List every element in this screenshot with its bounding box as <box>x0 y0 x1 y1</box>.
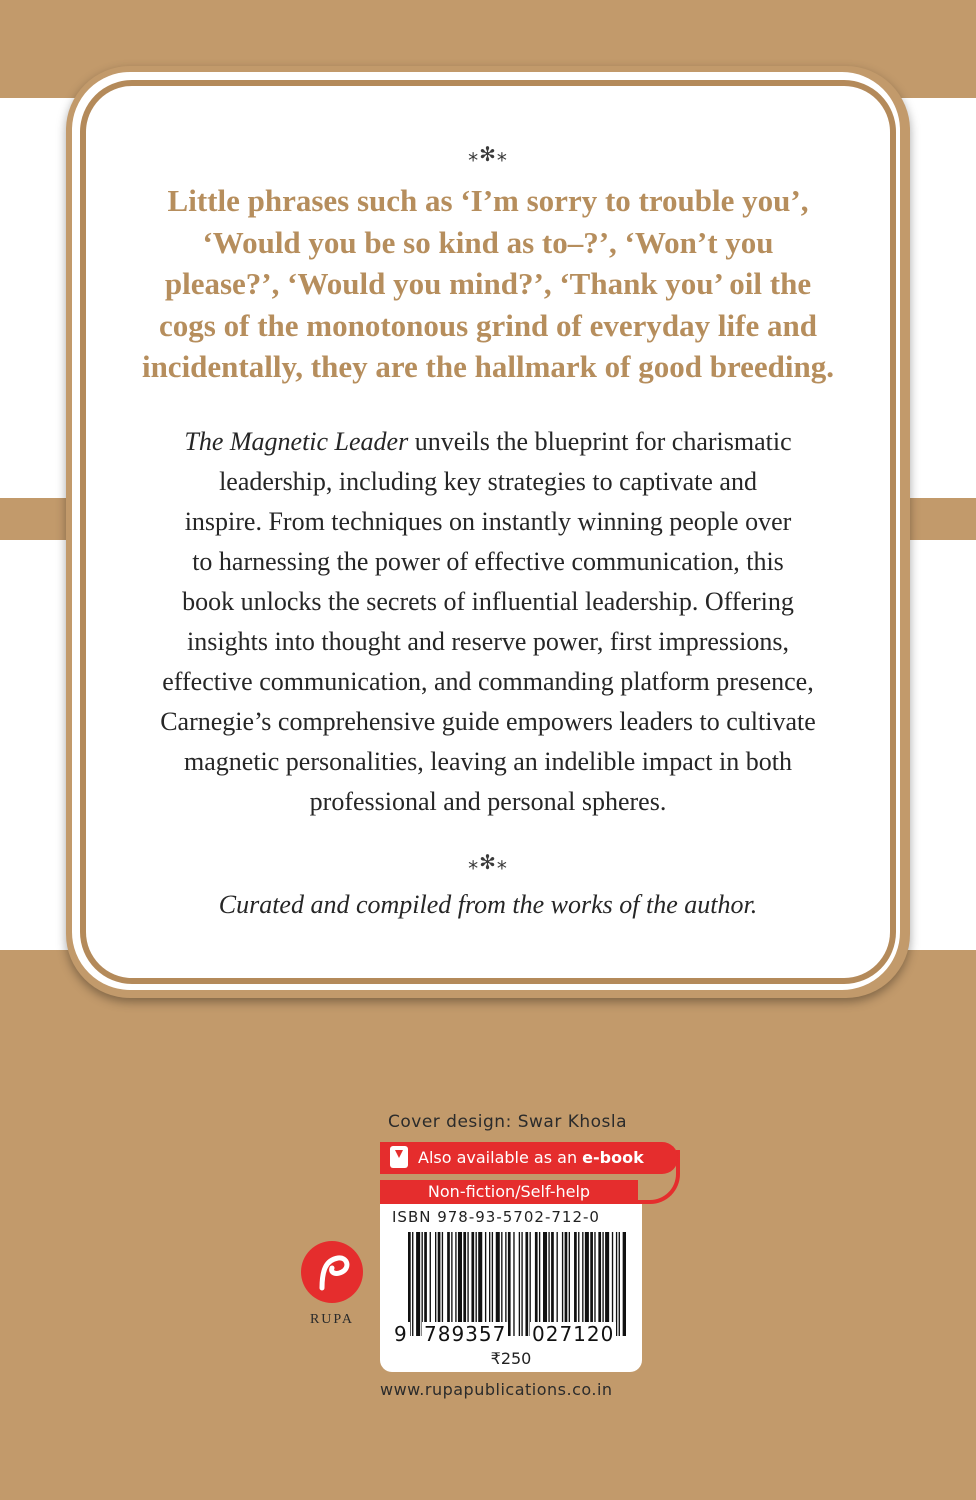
barcode-bar <box>590 1232 593 1336</box>
blurb-line: leadership, including key strategies to captivate and <box>219 467 757 496</box>
barcode-bar <box>416 1232 420 1336</box>
barcode-bar <box>616 1232 617 1336</box>
barcode-bar <box>467 1232 468 1336</box>
blurb-line: effective communication, and commanding platform presence, <box>162 667 814 696</box>
blurb-line: to harnessing the power of effective communication, this <box>192 547 784 576</box>
blurb-line-rest: unveils the blueprint for charismatic <box>408 427 792 456</box>
barcode-bar <box>551 1232 554 1336</box>
barcode-bar <box>569 1232 570 1336</box>
barcode-bar <box>548 1232 549 1336</box>
barcode-bar <box>508 1232 511 1336</box>
quote-line: Little phrases such as ‘I’m sorry to trouble you’, <box>167 183 809 218</box>
barcode-group-1: 789357 <box>424 1322 507 1346</box>
barcode-bar <box>565 1232 568 1336</box>
barcode-bar <box>539 1232 540 1336</box>
barcode-bars <box>408 1232 626 1336</box>
barcode-bar <box>408 1232 411 1336</box>
barcode-bar <box>513 1232 514 1336</box>
barcode-bar <box>535 1232 538 1336</box>
barcode-bar <box>521 1232 522 1336</box>
ebook-badge <box>380 1142 678 1174</box>
barcode-bar <box>463 1232 466 1336</box>
genre-badge: Non-fiction/Self-help <box>380 1180 638 1204</box>
ebook-prefix: Also available as an <box>418 1148 583 1167</box>
barcode-bar <box>578 1232 579 1336</box>
barcode-bar <box>442 1232 443 1336</box>
barcode-bar <box>471 1232 474 1336</box>
blurb-line: magnetic personalities, leaving an indelible impact in both <box>184 747 792 776</box>
barcode-bar <box>447 1232 450 1336</box>
blurb-line: Carnegie’s comprehensive guide empowers leaders to cultivate <box>160 707 816 736</box>
barcode-bar <box>485 1232 486 1336</box>
book-title-italic: The Magnetic Leader <box>184 427 409 456</box>
barcode-bar <box>458 1232 462 1336</box>
barcode-bar <box>476 1232 477 1336</box>
barcode-bar <box>585 1232 589 1336</box>
barcode-bar <box>424 1232 427 1336</box>
barcode-bar <box>557 1232 558 1336</box>
barcode-bar <box>543 1232 547 1336</box>
barcode-bar <box>492 1232 493 1336</box>
publisher-website: www.rupapublications.co.in <box>380 1380 613 1399</box>
ornament-top: ⁎✻⁎ <box>468 142 508 166</box>
barcode-bar <box>525 1232 528 1336</box>
barcode-bar <box>623 1232 626 1336</box>
barcode-bar <box>598 1232 601 1336</box>
barcode-bar <box>489 1232 490 1336</box>
download-icon <box>390 1146 408 1168</box>
curated-note: Curated and compiled from the works of the author. <box>218 890 758 919</box>
quote-line: ‘Would you be so kind as to–?’, ‘Won’t you <box>202 224 774 260</box>
barcode-bar <box>602 1232 603 1336</box>
barcode-bar <box>530 1232 531 1336</box>
blurb-line: book unlocks the secrets of influential leadership. Offering <box>182 587 794 616</box>
ebook-bold: e-book <box>582 1148 644 1167</box>
rupa-logo-icon <box>300 1240 364 1304</box>
publisher-name: RUPA <box>309 1312 355 1327</box>
barcode-first-digit: 9 <box>394 1322 408 1346</box>
isbn-label: ISBN 978-93-5702-712-0 <box>392 1208 600 1226</box>
price-label: ₹250 <box>490 1349 532 1368</box>
barcode-bar <box>612 1232 613 1336</box>
quote-line: cogs of the monotonous grind of everyday life and <box>159 307 817 343</box>
barcode-bar <box>619 1232 620 1336</box>
quote-line: incidentally, they are the hallmark of good breeding. <box>141 349 835 384</box>
blurb-line <box>100 422 876 462</box>
barcode-bar <box>505 1232 506 1336</box>
barcode-bar <box>582 1232 583 1336</box>
barcode-bar <box>501 1232 502 1336</box>
ebook-text <box>418 1148 644 1167</box>
barcode-group-2: 027120 <box>532 1322 615 1346</box>
blurb-line: inspire. From techniques on instantly winning people over <box>184 507 792 536</box>
book-blurb <box>100 422 876 822</box>
blurb-line: insights into thought and reserve power, first impressions, <box>187 627 789 656</box>
ornament-bottom: ⁎✻⁎ <box>468 850 508 874</box>
barcode-bar <box>430 1232 431 1336</box>
barcode-bar <box>496 1232 500 1336</box>
barcode-bar <box>455 1232 456 1336</box>
barcode-bar <box>438 1232 441 1336</box>
barcode-bar <box>478 1232 482 1336</box>
quote-line: please?’, ‘Would you mind?’, ‘Thank you’ oil the <box>164 266 812 301</box>
barcode-bar <box>594 1232 595 1336</box>
barcode-bar <box>422 1232 423 1336</box>
barcode-bar <box>451 1232 452 1336</box>
barcode-bar <box>412 1232 413 1336</box>
barcode-bar <box>605 1232 609 1336</box>
blurb-line: professional and personal spheres. <box>309 787 667 816</box>
barcode-bar <box>519 1232 520 1336</box>
pull-quote <box>110 180 866 388</box>
barcode-bar <box>435 1232 436 1336</box>
barcode-bar <box>562 1232 563 1336</box>
cover-design-credit: Cover design: Swar Khosla <box>388 1112 628 1132</box>
barcode-bar <box>574 1232 577 1336</box>
